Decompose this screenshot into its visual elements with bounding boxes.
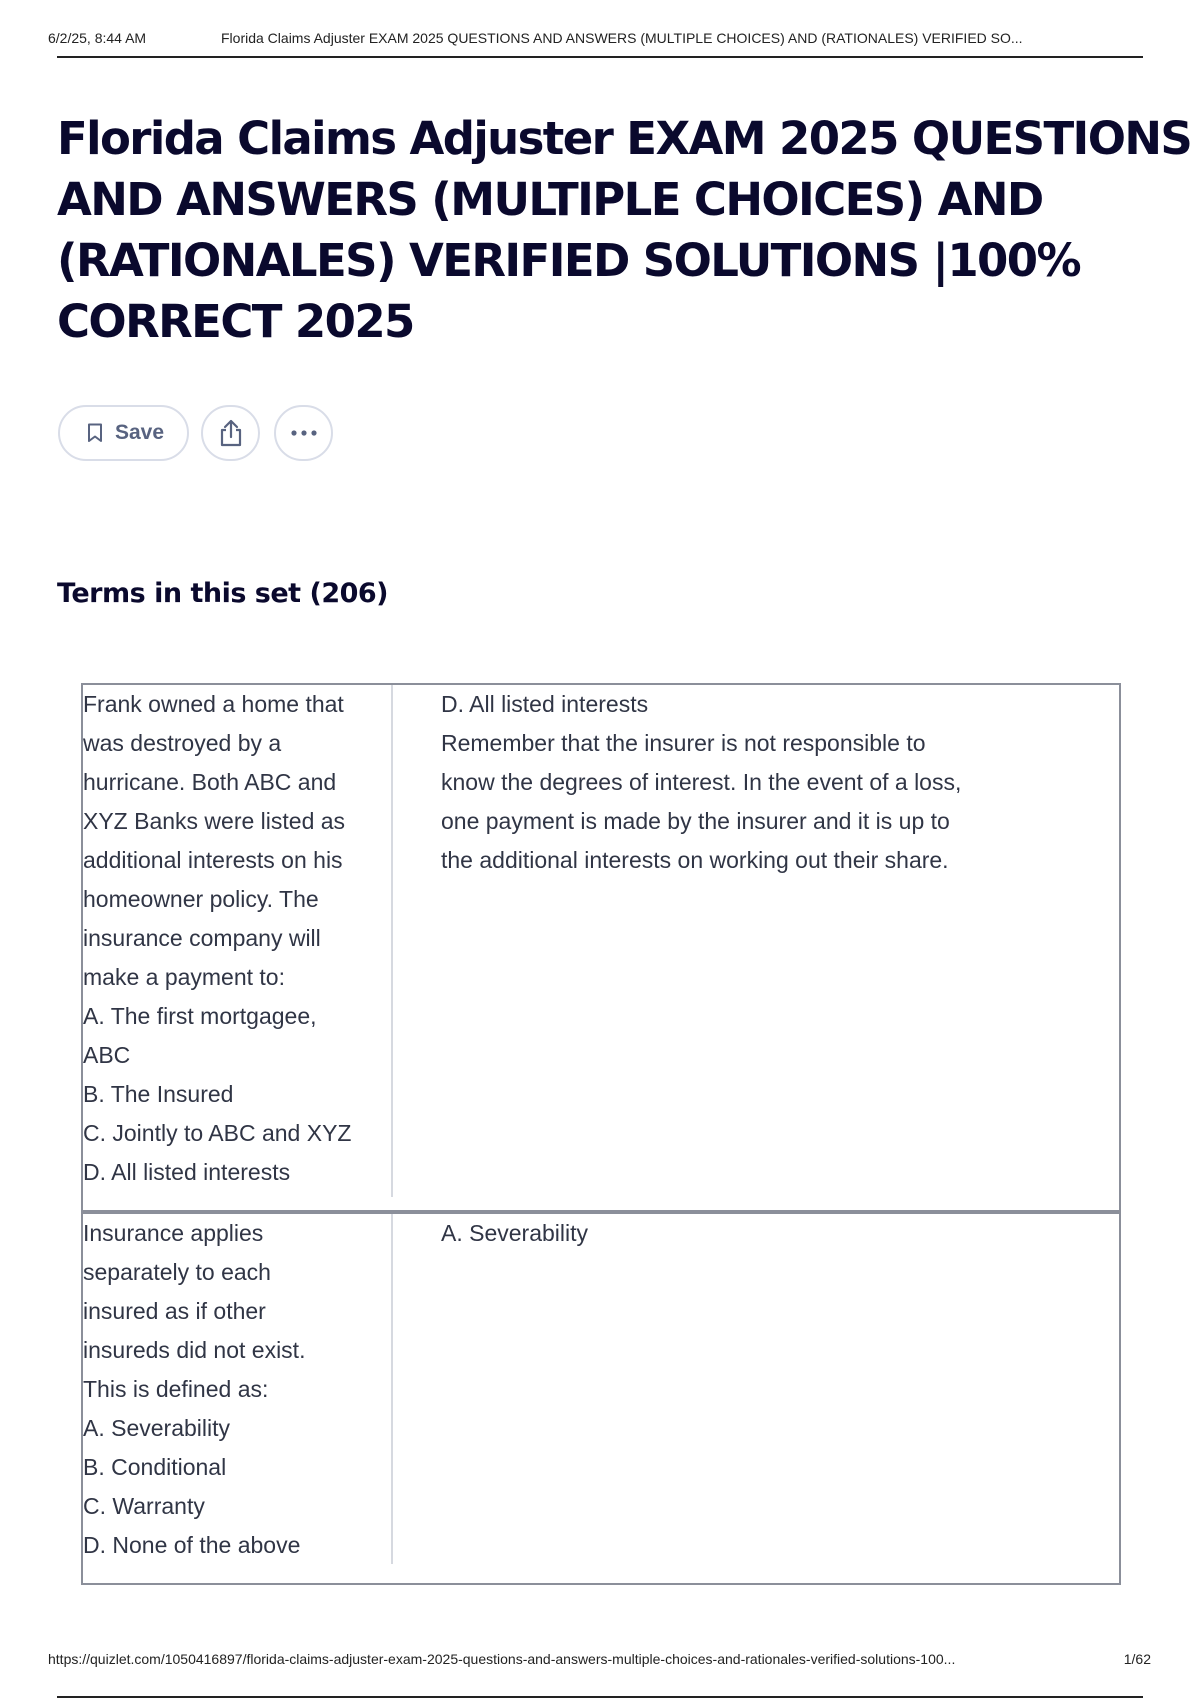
term-line: homeowner policy. The xyxy=(83,886,319,912)
term-card xyxy=(81,683,1121,1212)
term-line: C. Jointly to ABC and XYZ xyxy=(83,1120,352,1146)
term-answer xyxy=(441,685,1041,880)
print-document-title: Florida Claims Adjuster EXAM 2025 QUESTIONS AND ANSWERS (MULTIPLE CHOICES) AND (RATIONALES) VERIFIED SO... xyxy=(221,30,1023,46)
page-title-line: Florida Claims Adjuster EXAM 2025 QUESTIONS xyxy=(57,112,1192,165)
page-title-line: AND ANSWERS (MULTIPLE CHOICES) AND xyxy=(57,173,1043,226)
definition-line: Remember that the insurer is not responsible to xyxy=(441,730,926,756)
term-line: make a payment to: xyxy=(83,964,285,990)
footer-divider xyxy=(57,1696,1143,1698)
term-card xyxy=(81,1212,1121,1585)
term-line: This is defined as: xyxy=(83,1376,269,1402)
share-button[interactable] xyxy=(201,405,260,461)
save-button[interactable] xyxy=(58,405,189,461)
term-question xyxy=(83,685,393,1192)
print-footer xyxy=(48,1651,1151,1667)
page-title xyxy=(57,108,1192,352)
card-divider xyxy=(391,1214,393,1564)
print-datetime: 6/2/25, 8:44 AM xyxy=(48,30,147,46)
term-line: additional interests on his xyxy=(83,847,343,873)
term-line: B. Conditional xyxy=(83,1454,227,1480)
term-line: insurance company will xyxy=(83,925,321,951)
term-line: D. All listed interests xyxy=(83,1159,291,1185)
share-icon xyxy=(218,419,244,447)
definition-line: one payment is made by the insurer and it is up to xyxy=(441,808,950,834)
page-url: https://quizlet.com/1050416897/florida-claims-adjuster-exam-2025-questions-and-answers-multiple-choices-and-rationales-verified-solutions-100... xyxy=(48,1651,956,1667)
term-line: D. None of the above xyxy=(83,1532,301,1558)
term-line: C. Warranty xyxy=(83,1493,205,1519)
term-line: ABC xyxy=(83,1042,131,1068)
terms-list xyxy=(81,683,1121,1585)
term-answer xyxy=(441,1214,1041,1253)
definition-line: D. All listed interests xyxy=(441,691,649,717)
term-line: A. The first mortgagee, xyxy=(83,1003,317,1029)
term-line: insured as if other xyxy=(83,1298,266,1324)
term-line: hurricane. Both ABC and xyxy=(83,769,337,795)
page-indicator: 1/62 xyxy=(1123,1651,1151,1667)
definition-line: A. Severability xyxy=(441,1220,589,1246)
term-line: separately to each xyxy=(83,1259,271,1285)
page-title-line: CORRECT 2025 xyxy=(57,295,414,348)
page-title-line: (RATIONALES) VERIFIED SOLUTIONS |100% xyxy=(57,234,1080,287)
card-divider xyxy=(391,685,393,1197)
print-header xyxy=(48,30,1145,46)
term-line: A. Severability xyxy=(83,1415,231,1441)
definition-line: know the degrees of interest. In the event of a loss, xyxy=(441,769,962,795)
terms-section-title: Terms in this set (206) xyxy=(57,578,389,609)
more-options-icon xyxy=(290,429,318,437)
term-line: insureds did not exist. xyxy=(83,1337,306,1363)
term-line: XYZ Banks were listed as xyxy=(83,808,346,834)
bookmark-icon xyxy=(87,423,103,443)
save-button-label: Save xyxy=(114,421,165,444)
term-line: Frank owned a home that xyxy=(83,691,344,717)
definition-line: the additional interests on working out their share. xyxy=(441,847,949,873)
term-line: was destroyed by a xyxy=(83,730,282,756)
more-options-button[interactable] xyxy=(274,405,333,461)
term-question xyxy=(83,1214,393,1565)
term-line: Insurance applies xyxy=(83,1220,264,1246)
term-line: B. The Insured xyxy=(83,1081,234,1107)
header-divider xyxy=(57,56,1143,58)
